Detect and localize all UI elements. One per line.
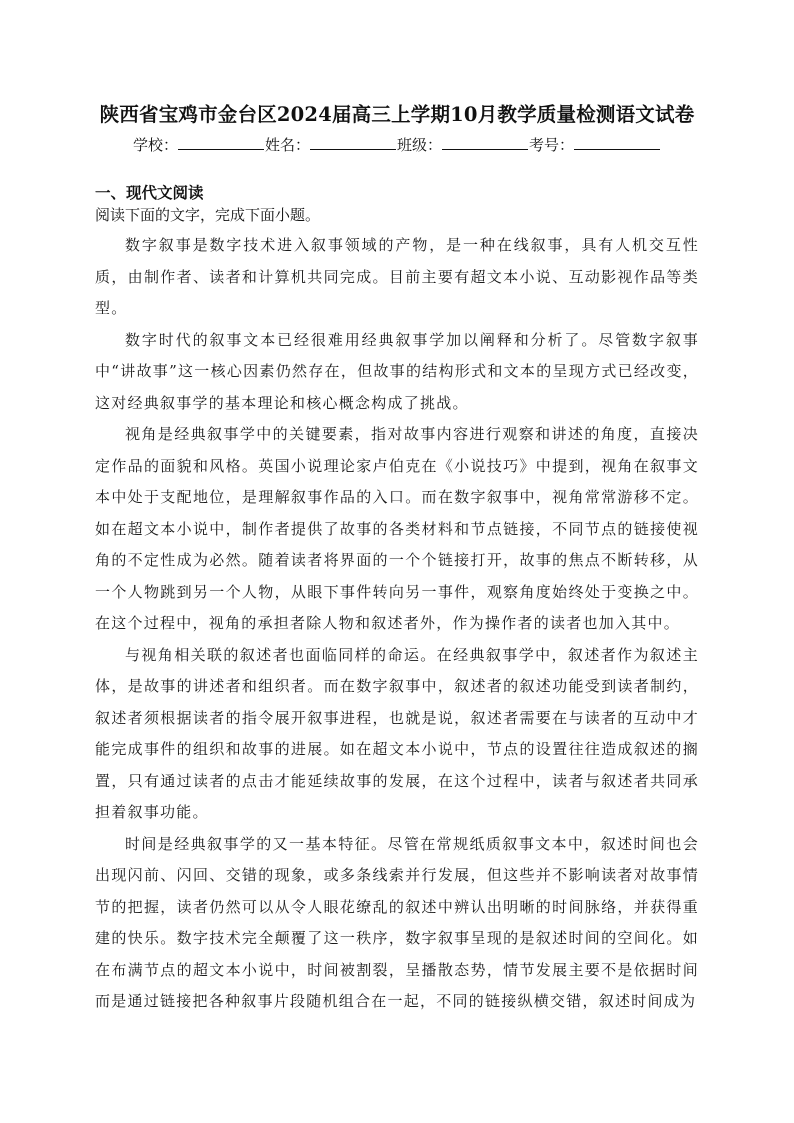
name-label: 姓名：	[264, 136, 310, 154]
reading-passage	[95, 230, 699, 1018]
document-title: 陕西省宝鸡市金台区2024届高三上学期10月教学质量检测语文试卷	[99, 103, 695, 126]
school-blank-field[interactable]	[178, 134, 264, 150]
student-info-line	[0, 134, 794, 156]
passage-paragraph: 与视角相关联的叙述者也面临同样的命运。在经典叙事学中，叙述者作为叙述主体，是故事的讲述者和组织者。而在数字叙事中，叙述者的叙述功能受到读者制约，叙述者须根据读者的指令展开叙事进程，也就是说，叙述者需要在与读者的互动中才能完成事件的组织和故事的进展。如在超文本小说中，节点的设置往往造成叙述的搁置，只有通过读者的点击才能延续故事的发展，在这个过程中，读者与叙述者共同承担着叙事功能。	[95, 645, 699, 821]
passage-paragraph: 数字叙事是数字技术进入叙事领域的产物，是一种在线叙事，具有人机交互性质，由制作者、读者和计算机共同完成。目前主要有超文本小说、互动影视作品等类型。	[95, 236, 699, 317]
school-label: 学校：	[132, 136, 178, 154]
section-heading: 一、现代文阅读	[95, 184, 204, 202]
passage-paragraph: 时间是经典叙事学的又一基本特征。尽管在常规纸质叙事文本中，叙述时间也会出现闪前、闪回、交错的现象，或多条线索并行发展，但这些并不影响读者对故事情节的把握，读者仍然可以从令人眼花缭乱的叙述中辨认出明晰的时间脉络，并获得重建的快乐。数字技术完全颠覆了这一秩序，数字叙事呈现的是叙述时间的空间化。如在布满节点的超文本小说中，时间被割裂，呈播散态势，情节发展主要不是依据时间而是通过链接把各种叙事片段随机组合在一起，不同的链接纵横交错，叙述时间成为	[95, 834, 699, 1010]
exam-number-blank-field[interactable]	[574, 134, 660, 150]
class-blank-field[interactable]	[442, 134, 528, 150]
name-blank-field[interactable]	[310, 134, 396, 150]
reading-instruction: 阅读下面的文字，完成下面小题。	[95, 206, 321, 224]
passage-paragraph: 数字时代的叙事文本已经很难用经典叙事学加以阐释和分析了。尽管数字叙事中“讲故事”这一核心因素仍然存在，但故事的结构形式和文本的呈现方式已经改变，这对经典叙事学的基本理论和核心概念构成了挑战。	[95, 330, 699, 412]
exam-number-label: 考号：	[529, 136, 575, 154]
passage-paragraph: 视角是经典叙事学中的关键要素，指对故事内容进行观察和讲述的角度，直接决定作品的面貌和风格。英国小说理论家卢伯克在《小说技巧》中提到，视角在叙事文本中处于支配地位，是理解叙事作品的入口。而在数字叙事中，视角常常游移不定。如在超文本小说中，制作者提供了故事的各类材料和节点链接，不同节点的链接使视角的不定性成为必然。随着读者将界面的一个个链接打开，故事的焦点不断转移，从一个人物跳到另一个人物，从眼下事件转向另一事件，观察角度始终处于变换之中。在这个过程中，视角的承担者除人物和叙述者外，作为操作者的读者也加入其中。	[95, 425, 699, 632]
class-label: 班级：	[397, 136, 443, 154]
